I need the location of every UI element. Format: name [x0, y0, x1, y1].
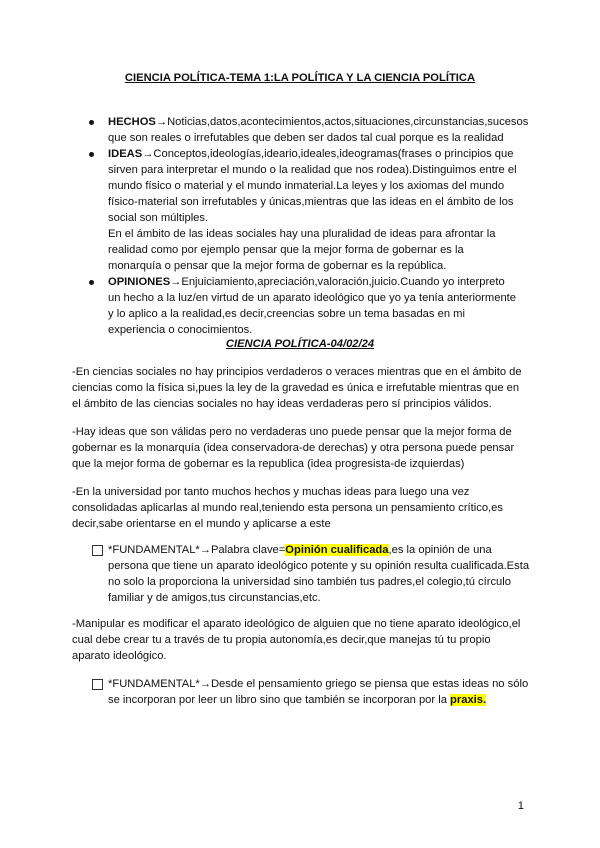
checklist-text-start: *FUNDAMENTAL*→Desde el pensamiento griego se piensa que estas ideas no sólo se incorporan por leer un libro sino que también se incorporan por la: [108, 678, 529, 706]
arrow-glyph: →: [170, 276, 182, 288]
paragraph-valid-ideas: -Hay ideas que son válidas pero no verdaderas uno puede pensar que la mejor forma de gobernar es la monarquía (idea conservadora-de derechas) y otra persona puede pensar que la mejor forma de gobernar es la republica (idea progresista-de izquierdas): [72, 426, 515, 470]
checkbox[interactable]: [92, 679, 103, 690]
checklist-text: [108, 542, 530, 606]
paragraph-manipulation: -Manipular es modificar el aparato ideológico de alguien que no tiene aparato ideológico,el cual debe crear tu a través de tu propia autonomía,es decir,que manejas tú tu propio aparato ideológico.: [72, 618, 521, 662]
term-label: HECHOS: [108, 116, 156, 128]
list-item-hechos: [88, 114, 529, 146]
highlighted-keyword: Opinión cualificada: [285, 544, 389, 556]
definition-text: Conceptos,ideologías,ideario,ideales,ideogramas(frases o principios que sirven para interpretar el mundo o la realidad que nos rodea).Distinguimos entre el mundo físico o material y el mundo inmaterial.La leyes y los axiomas del mundo físico-material son irrefutables y únicas,mientras que las ideas en el ámbito de los social son múltiples.: [108, 148, 517, 224]
list-item-ideas: [88, 146, 518, 274]
definition-text: Noticias,datos,acontecimientos,actos,situaciones,circunstancias,sucesos que son reales o irrefutables que deben ser dados tal cual porque es la realidad: [108, 116, 529, 144]
paragraph-university: -En la universidad por tanto muchos hechos y muchas ideas para luego una vez consolidadas aplicarlas al mundo real,teniendo esta persona un pensamiento crítico,es decir,sabe orientarse en el mundo y aplicarse a este: [72, 486, 503, 530]
bullet-icon: [89, 280, 94, 285]
paragraph-principles: -En ciencias sociales no hay principios verdaderos o veraces mientras que en el ámbito de ciencias como la física si,pues la ley de la gravedad es única e irrefutable mientras que en el ámbito de las ciencias sociales no hay ideas verdaderas pero sí principios válidos.: [72, 366, 522, 410]
section-subtitle: CIENCIA POLÍTICA-04/02/24: [225, 338, 375, 350]
checklist-item-fundamental-1[interactable]: [92, 542, 530, 606]
page-number: 1: [517, 800, 524, 812]
definitions-list: [88, 114, 529, 338]
checklist-item-fundamental-2[interactable]: [92, 676, 530, 708]
checklist-text-start: *FUNDAMENTAL*→Palabra clave=: [108, 544, 286, 556]
arrow-glyph: →: [155, 116, 168, 128]
arrow-glyph: →: [142, 148, 154, 160]
page-title: CIENCIA POLÍTICA-TEMA 1:LA POLÍTICA Y LA CIENCIA POLÍTICA: [124, 72, 476, 84]
highlighted-keyword: praxis.: [450, 694, 487, 706]
bullet-icon: [89, 120, 94, 125]
definition-text: Enjuiciamiento,apreciación,valoración,juicio.Cuando yo interpreto un hecho a la luz/en virtud de un aparato ideológico que yo ya tenía anteriormente y lo aplico a la realidad,es decir,creencias sobre un tema basadas en mi experiencia o conocimientos.: [108, 276, 516, 336]
term-label: OPINIONES: [108, 276, 171, 288]
definition-extra-text: En el ámbito de las ideas sociales hay una pluralidad de ideas para afrontar la realidad como por ejemplo pensar que la mejor forma de gobernar es la monarquía o pensar que la mejor forma de gobernar es la república.: [108, 228, 496, 272]
checklist-text-end: ,es la opinión de una persona que tiene un aparato ideológico potente y su opinión resulta cualificada.Esta no solo la proporciona la universidad sino también tus padres,el colegio,tú círculo familiar y de amigos,tus circunstancias,etc.: [108, 544, 530, 604]
term-label: IDEAS: [108, 148, 143, 160]
bullet-icon: [89, 152, 94, 157]
checkbox[interactable]: [92, 545, 103, 556]
list-item-opiniones: [88, 274, 518, 338]
checklist-text: [108, 676, 530, 708]
